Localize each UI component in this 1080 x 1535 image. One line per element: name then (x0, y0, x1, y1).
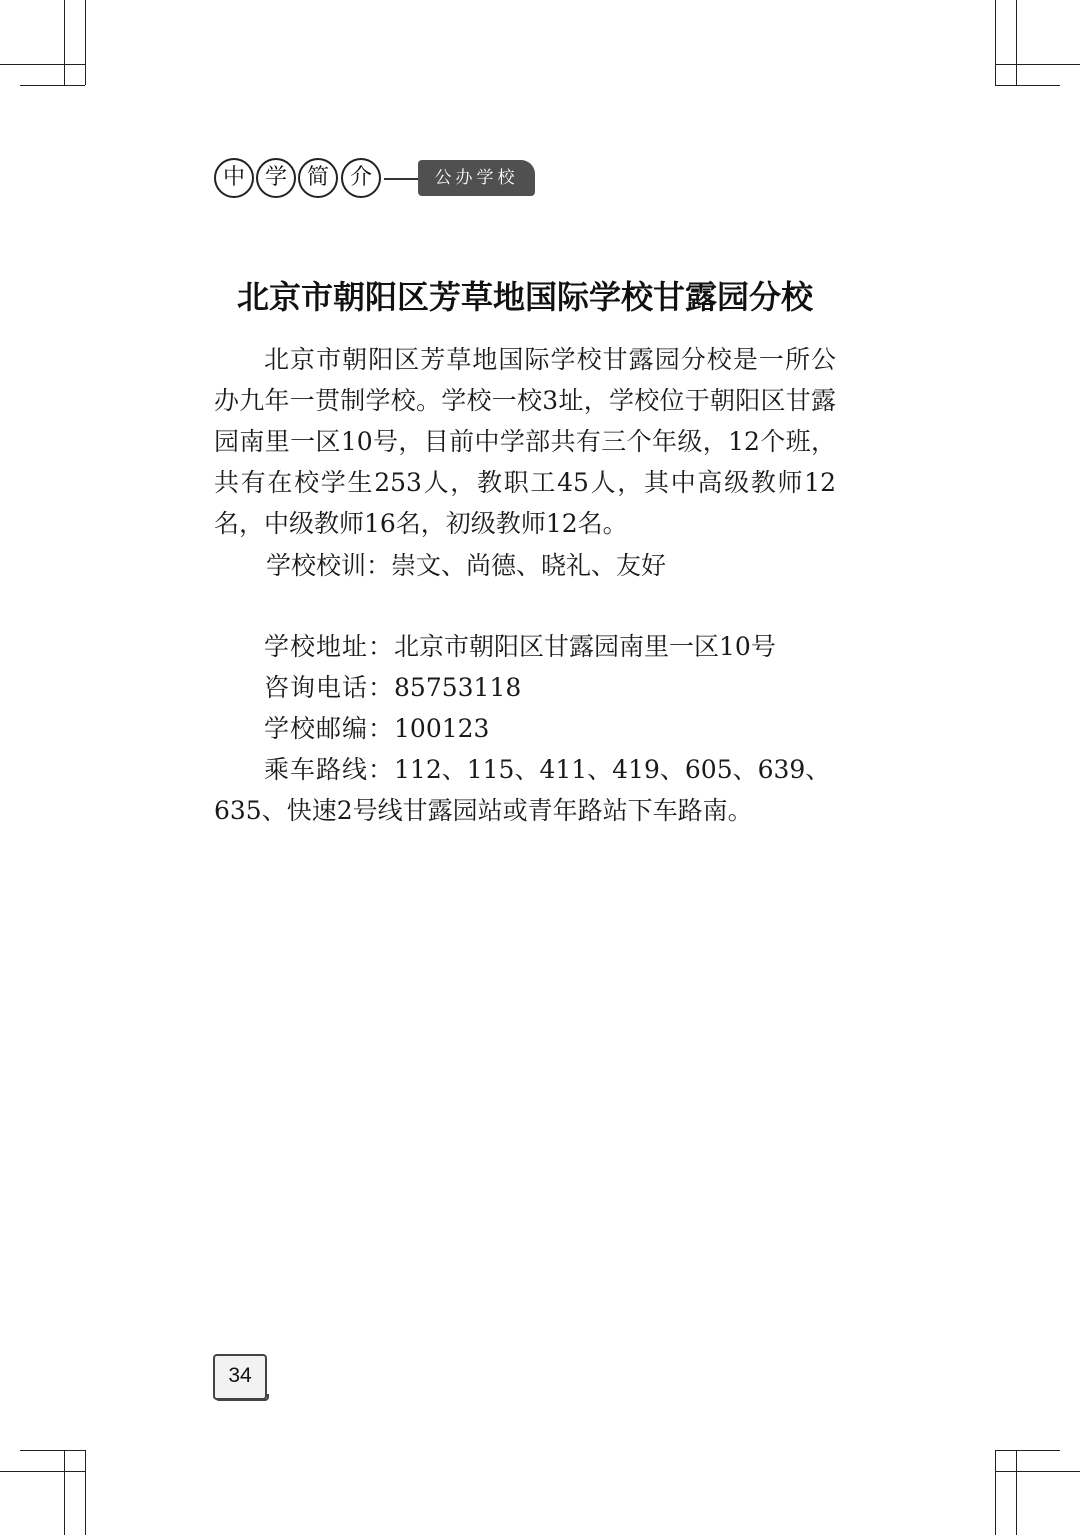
zip-label: 学校邮编： (264, 714, 395, 743)
school-motto: 学校校训：崇文、尚德、晓礼、友好 (266, 551, 667, 580)
bus-value: 112、115、411、419、605、639、635、快速2号线甘露园站或青年路站下车路南。 (214, 755, 831, 825)
category-tag: 公办学校 (418, 160, 535, 196)
section-char: 简 (298, 158, 338, 198)
bus-row (214, 749, 836, 831)
crop-mark (1016, 0, 1017, 85)
crop-mark (0, 64, 85, 65)
crop-mark (64, 1450, 65, 1535)
crop-mark (20, 85, 85, 86)
phone-row (214, 667, 836, 708)
bus-label: 乘车路线： (264, 755, 395, 784)
page-title: 北京市朝阳区芳草地国际学校甘露园分校 (236, 278, 813, 316)
crop-mark (0, 1471, 85, 1472)
crop-mark (995, 64, 1080, 65)
section-char: 介 (341, 158, 381, 198)
crop-mark (1016, 1450, 1017, 1535)
contact-info (214, 626, 836, 831)
phone-value: 85753118 (394, 673, 522, 702)
crop-mark (64, 0, 65, 85)
section-char: 学 (256, 158, 296, 198)
crop-mark (995, 0, 996, 85)
intro-paragraph: 北京市朝阳区芳草地国际学校甘露园分校是一所公办九年一贯制学校。学校一校3址，学校位于朝阳区甘露园南里一区10号，目前中学部共有三个年级，12个班，共有在校学生253人，教职工45人，其中高级教师12名，中级教师16名，初级教师12名。 (214, 345, 836, 538)
crop-mark (20, 1450, 85, 1451)
zip-value: 100123 (394, 714, 490, 743)
crop-mark (995, 1450, 996, 1535)
crop-mark (85, 1450, 86, 1535)
phone-label: 咨询电话： (264, 673, 395, 702)
page-number: 34 (213, 1354, 267, 1400)
crop-mark (995, 1450, 1060, 1451)
crop-mark (995, 85, 1060, 86)
crop-mark (85, 0, 86, 85)
address-row (214, 626, 836, 667)
header-connector-line (384, 178, 420, 180)
section-char: 中 (214, 158, 254, 198)
address-value: 北京市朝阳区甘露园南里一区10号 (394, 632, 776, 661)
address-label: 学校地址： (264, 632, 395, 661)
zip-row (214, 708, 836, 749)
crop-mark (995, 1471, 1080, 1472)
